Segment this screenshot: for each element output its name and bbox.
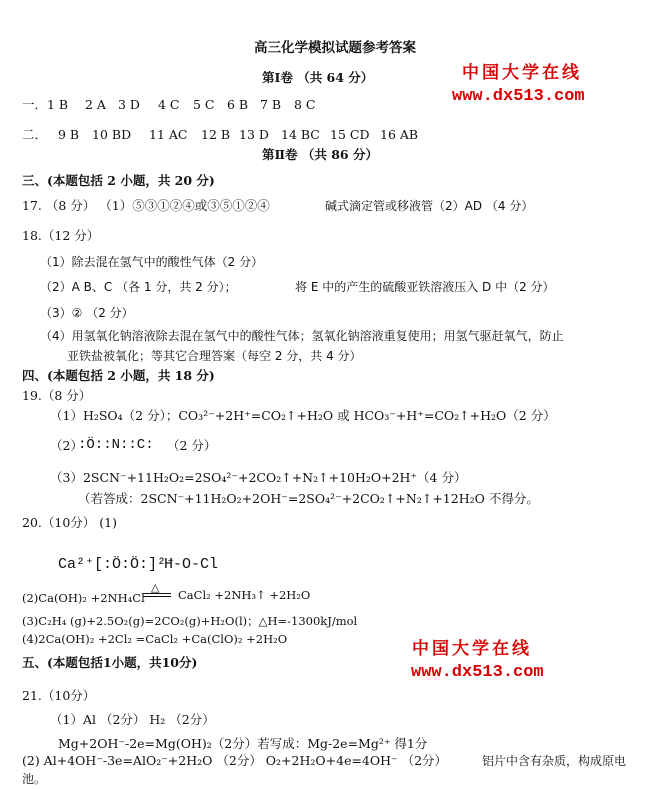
q20-line: 20.（10分） (1) bbox=[22, 515, 117, 530]
answer-item: 3 D bbox=[118, 97, 140, 112]
answer-item: 16 AB bbox=[380, 127, 419, 142]
q19-part3-note: （若答成：2SCN⁻+11H₂O₂+2OH⁻=2SO₄²⁻+2CO₂↑+N₂↑+12H₂O 不得分。 bbox=[78, 491, 539, 506]
part2-heading: 第Ⅱ卷 （共 86 分） bbox=[262, 147, 378, 162]
q21-part2: (2) Al+4OH⁻-3e=AlO₂⁻+2H₂O （2分） O₂+2H₂O+4e=4OH⁻ （2分） bbox=[22, 753, 448, 768]
q19-part2-label: （2） bbox=[50, 438, 83, 453]
q20-part2-left: (2)Ca(OH)₂ +2NH₄Cl bbox=[22, 591, 145, 605]
answer-item: 10 BD bbox=[92, 127, 132, 142]
answer-item: 15 CD bbox=[330, 127, 370, 142]
section-3-heading: 三、(本题包括 2 小题，共 20 分) bbox=[22, 173, 215, 188]
q21-part2-end: 池。 bbox=[22, 772, 47, 786]
answer-item: 11 AC bbox=[149, 127, 188, 142]
q17-line: 17. （8 分） （1）⑤③①②④或③⑤①②④ bbox=[22, 198, 270, 213]
answer-item: 9 B bbox=[58, 127, 80, 142]
answer-item: 8 C bbox=[294, 97, 316, 112]
answer-item: 14 BC bbox=[281, 127, 320, 142]
answer-item: 一．1 B bbox=[22, 97, 69, 112]
q19-electron-formula: :Ö::N::C: bbox=[78, 437, 154, 453]
watermark-url-top: www.dx513.com bbox=[452, 87, 585, 106]
q20-part4: (4)2Ca(OH)₂ +2Cl₂ =CaCl₂ +Ca(ClO)₂ +2H₂O bbox=[22, 632, 288, 646]
q18-part2b: 将 E 中的产生的硫酸亚铁溶液压入 D 中（2 分） bbox=[295, 280, 555, 294]
answer-item: 12 B bbox=[201, 127, 231, 142]
q20-part3: (3)C₂H₄ (g)+2.5O₂(g)=2CO₂(g)+H₂O(l)；△H=-1300kJ/mol bbox=[22, 614, 358, 628]
q18-part1: （1）除去混在氢气中的酸性气体（2 分） bbox=[40, 255, 264, 269]
answer-item: 二． bbox=[22, 127, 48, 142]
q19-part3: （3）2SCN⁻+11H₂O₂=2SO₄²⁻+2CO₂↑+N₂↑+10H₂O+2H⁺（4 分） bbox=[50, 470, 467, 485]
q19-part2-score: （2 分） bbox=[167, 438, 217, 453]
answer-item: 7 B bbox=[260, 97, 282, 112]
q18-line: 18.（12 分） bbox=[22, 228, 100, 243]
section-5-heading: 五、(本题包括1小题，共10分) bbox=[22, 655, 198, 670]
reaction-arrow bbox=[143, 581, 171, 600]
q20-hocl-formula: H-O-Cl bbox=[164, 556, 219, 573]
watermark-url-bottom: www.dx513.com bbox=[411, 663, 544, 682]
answer-item: 13 D bbox=[239, 127, 269, 142]
q18-part2a: （2）A B、C （各 1 分，共 2 分）； bbox=[40, 280, 237, 294]
heat-symbol: △ bbox=[151, 581, 160, 594]
q18-part3: （3）② （2 分） bbox=[40, 306, 134, 320]
q19-line: 19.（8 分） bbox=[22, 388, 92, 403]
q17-answer: 碱式滴定管或移液管（2）AD （4 分） bbox=[325, 199, 534, 213]
watermark-cn-top: 中国大学在线 bbox=[462, 63, 582, 83]
q21-part1b: Mg+2OH⁻-2e=Mg(OH)₂（2分）若写成：Mg-2e=Mg²⁺ 得1分 bbox=[58, 736, 428, 751]
q20-cao2-formula: Ca²⁺[:Ö:Ö:]²⁻ bbox=[58, 556, 176, 573]
section-4-heading: 四、(本题包括 2 小题，共 18 分) bbox=[22, 368, 215, 383]
page-title: 高三化学模拟试题参考答案 bbox=[254, 40, 416, 56]
answer-item: 6 B bbox=[227, 97, 249, 112]
q18-part4b: 亚铁盐被氧化；等其它合理答案（每空 2 分，共 4 分） bbox=[67, 349, 362, 363]
part1-heading: 第Ⅰ卷 （共 64 分） bbox=[262, 70, 374, 85]
q18-part4a: （4）用氢氧化钠溶液除去混在氢气中的酸性气体；氢氧化钠溶液重复使用；用氢气驱赶氧气，防止 bbox=[40, 329, 564, 343]
q20-part2-right: CaCl₂ +2NH₃↑ +2H₂O bbox=[178, 588, 311, 602]
watermark-cn-bottom: 中国大学在线 bbox=[412, 639, 532, 659]
q21-line: 21.（10分） bbox=[22, 688, 96, 703]
answer-item: 2 A bbox=[85, 97, 106, 112]
q19-part1: （1）H₂SO₄（2 分）；CO₃²⁻+2H⁺=CO₂↑+H₂O 或 HCO₃⁻+H⁺=CO₂↑+H₂O（2 分） bbox=[50, 408, 556, 423]
q21-part1: （1）Al （2分） H₂ （2分） bbox=[50, 712, 215, 727]
answer-item: 4 C bbox=[158, 97, 180, 112]
answer-item: 5 C bbox=[193, 97, 215, 112]
q21-part2-reason: 铝片中含有杂质，构成原电 bbox=[482, 754, 627, 768]
